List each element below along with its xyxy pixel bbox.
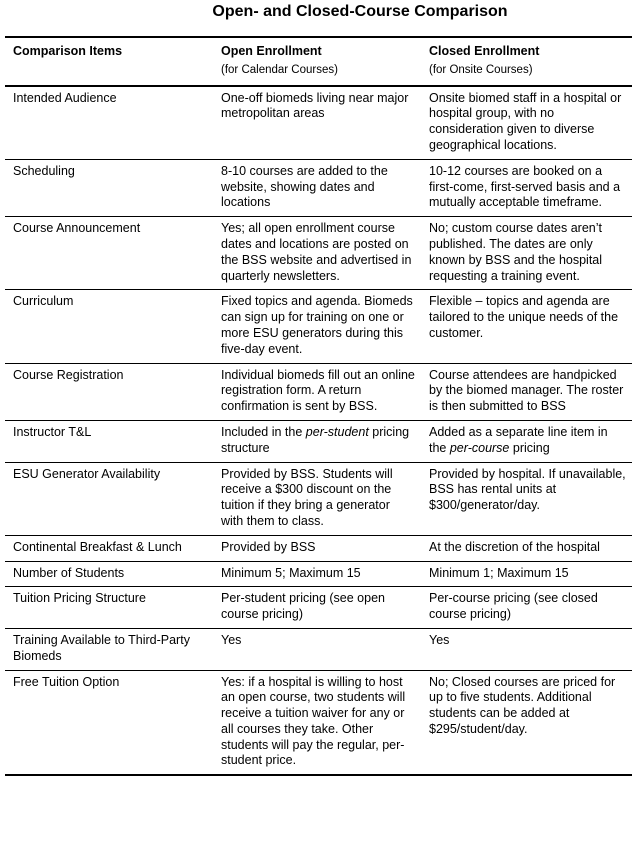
row-item: Intended Audience [5,86,213,160]
table-row [5,363,632,420]
comparison-table [5,36,632,776]
header-open-subtitle: (for Calendar Courses) [221,63,338,76]
row-open [213,420,421,462]
row-open: One-off biomeds living near major metropolitan areas [213,86,421,160]
row-item: Continental Breakfast & Lunch [5,535,213,561]
header-comparison-items: Comparison Items [5,37,213,86]
row-closed: Provided by hospital. If unavailable, BSS has rental units at $300/generator/day. [421,462,632,535]
row-open: Per-student pricing (see open course pricing) [213,587,421,629]
row-open: Minimum 5; Maximum 15 [213,561,421,587]
row-closed: No; Closed courses are priced for up to five students. Additional students can be added at $295/student/day. [421,670,632,775]
table-row [5,462,632,535]
row-open: Yes; all open enrollment course dates and locations are posted on the BSS website and advertised in quarterly newsletters. [213,217,421,290]
row-open: Fixed topics and agenda. Biomeds can sign up for training on one or more ESU generators during this five-day event. [213,290,421,363]
table-row [5,628,632,670]
row-closed: No; custom course dates aren’t published. The dates are only known by BSS and the hospital requesting a training event. [421,217,632,290]
row-closed: Course attendees are handpicked by the biomed manager. The roster is then submitted to BSS [421,363,632,420]
header-closed-title: Closed Enrollment [429,44,540,58]
table-row [5,587,632,629]
header-open-enrollment [213,37,421,86]
row-closed-text-emphasis: per-course [449,440,510,455]
table-row [5,535,632,561]
row-closed-text-post: pricing [509,440,550,455]
table-row [5,420,632,462]
row-open-text-post: pricing structure [221,424,410,455]
table-row [5,86,632,160]
row-closed: Yes [421,628,632,670]
row-item: Course Announcement [5,217,213,290]
row-open: Provided by BSS. Students will receive a $300 discount on the tuition if they bring a generator with them to class. [213,462,421,535]
row-closed: Flexible – topics and agenda are tailored to the unique needs of the customer. [421,290,632,363]
row-closed: Onsite biomed staff in a hospital or hospital group, with no consideration given to diverse geographical locations. [421,86,632,160]
row-item: Training Available to Third-Party Biomeds [5,628,213,670]
table-row [5,217,632,290]
row-open: Provided by BSS [213,535,421,561]
row-open-text-pre: Included in the [221,424,306,439]
row-item: ESU Generator Availability [5,462,213,535]
row-open: Individual biomeds fill out an online registration form. A return confirmation is sent by BSS. [213,363,421,420]
header-row [5,37,632,86]
row-closed: 10-12 courses are booked on a first-come, first-served basis and a mutually acceptable timeframe. [421,159,632,216]
table-row [5,670,632,775]
row-item: Curriculum [5,290,213,363]
table-row [5,159,632,216]
row-item: Number of Students [5,561,213,587]
row-item: Course Registration [5,363,213,420]
header-open-title: Open Enrollment [221,44,322,58]
row-closed-text-pre: Added as a separate line item in the [429,424,608,455]
row-open: 8-10 courses are added to the website, showing dates and locations [213,159,421,216]
row-item: Free Tuition Option [5,670,213,775]
row-closed: Minimum 1; Maximum 15 [421,561,632,587]
row-closed: At the discretion of the hospital [421,535,632,561]
header-closed-enrollment [421,37,632,86]
row-open-text-emphasis: per-student [305,424,369,439]
row-open: Yes [213,628,421,670]
table-row [5,561,632,587]
row-item: Tuition Pricing Structure [5,587,213,629]
row-closed [421,420,632,462]
page-title: Open- and Closed-Course Comparison [212,3,508,20]
table-row [5,290,632,363]
row-open: Yes: if a hospital is willing to host an open course, two students will receive a tuition waiver for any or all courses they take. Other students will pay the regular, per-student price. [213,670,421,775]
row-item: Instructor T&L [5,420,213,462]
row-closed: Per-course pricing (see closed course pricing) [421,587,632,629]
row-item: Scheduling [5,159,213,216]
header-closed-subtitle: (for Onsite Courses) [429,63,533,76]
